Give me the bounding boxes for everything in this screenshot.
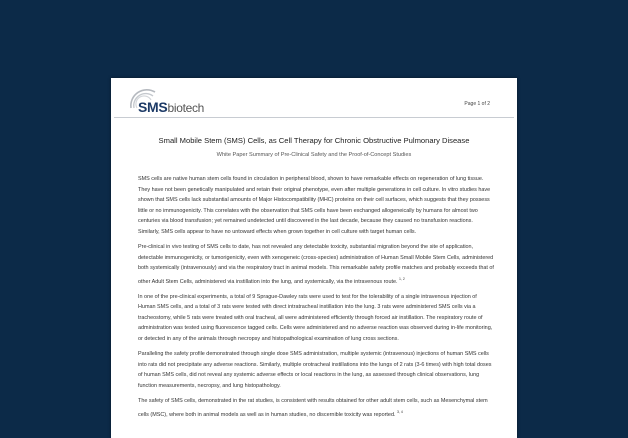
sms-biotech-logo — [125, 86, 225, 116]
citation: 1, 2 — [399, 276, 405, 281]
document-title: Small Mobile Stem (SMS) Cells, as Cell Therapy for Chronic Obstructive Pulmonary Disease — [158, 136, 470, 145]
logo-text-bold: SMS — [138, 99, 168, 115]
paragraph: Paralleling the safety profile demonstrated through single dose SMS administration, multiple systemic (intravenous) injections of human SMS cells into rats did not precipitate any adverse reactions. Similarly, multiple orotracheal instillations into the lungs of 2 rats (3-6 times) with high total doses of human SMS cells, did not reveal any systemic adverse effects or local reactions in the lung, as assessed through clinical observations, lung function measurements, necropsy, and lung histopathology. — [138, 351, 492, 389]
document-page — [111, 78, 517, 438]
paragraph: SMS cells are native human stem cells found in circulation in peripheral blood, shown to have remarkable effects on regeneration of lung tissue. They have not been genetically manipulated and retain their original phenotype, even after multiple generations in cell culture. In vitro studies have shown that SMS cells lack substantial amounts of Major Histocompatibility (MHC) proteins on their cell surfaces, which suggests that they possess little or no immunogenicity. This correlates with the observation that SMS cells have been exchanged allogeneically by humans for almost two centuries via blood transfusion; yet remained undetected until discovered in the last decade, because they caused no transfusion reactions. Similarly, SMS cells appear to have no untoward effects when grown together in cell culture with target human cells. — [138, 176, 491, 235]
document-subtitle: White Paper Summary of Pre-Clinical Safety and the Proof-of-Concept Studies — [216, 152, 412, 158]
paragraph: In one of the pre-clinical experiments, a total of 9 Sprague-Dawley rats were used to test for the tolerability of a single intravenous injection of Human SMS cells, and a total of 3 rats were tested with direct intratracheal instillation into the lung. 3 rats were administered SMS cells via a tracheostomy, while 5 rats were treated with oral tracheal, all were administered efficiently through forced air instillation. The respiratory route of administration was tested using fluorescence tagged cells. Cells were administered and no adverse reaction was observed during in-life monitoring, or detected in any of the animals through necropsy and histopathological examination of lung cross sections. — [138, 293, 493, 342]
paragraph: The safety of SMS cells, demonstrated in the rat studies, is consistent with results obtained for other adult stem cells, such as Mesenchymal stem cells (MSC), where both in animal models as well as in human studies, no discernible toxicity was reported. $^{3, 4}$ — [138, 398, 488, 418]
document-body — [138, 174, 494, 425]
paragraph: Pre-clinical in vivo testing of SMS cells to date, has not revealed any detectable toxicity, substantial migration beyond the site of application, detectable immunogenicity, or tumorigenicity, even with xenogeneic (cross-species) administration of Human Small Mobile Stem Cells, administered both systemically (intravenously) and via the respiratory tract in animal models. This remarkable safety profile matches and probably exceeds that of other Adult Stem Cells, administered via instillation into the lung, and systemically, via the intravenous route. $^{1, 2}$ — [138, 244, 494, 285]
page-number: Page 1 of 2 — [464, 101, 490, 107]
citation: 3, 4 — [397, 409, 403, 414]
header-divider — [114, 117, 514, 118]
logo-text-light: biotech — [167, 101, 205, 115]
